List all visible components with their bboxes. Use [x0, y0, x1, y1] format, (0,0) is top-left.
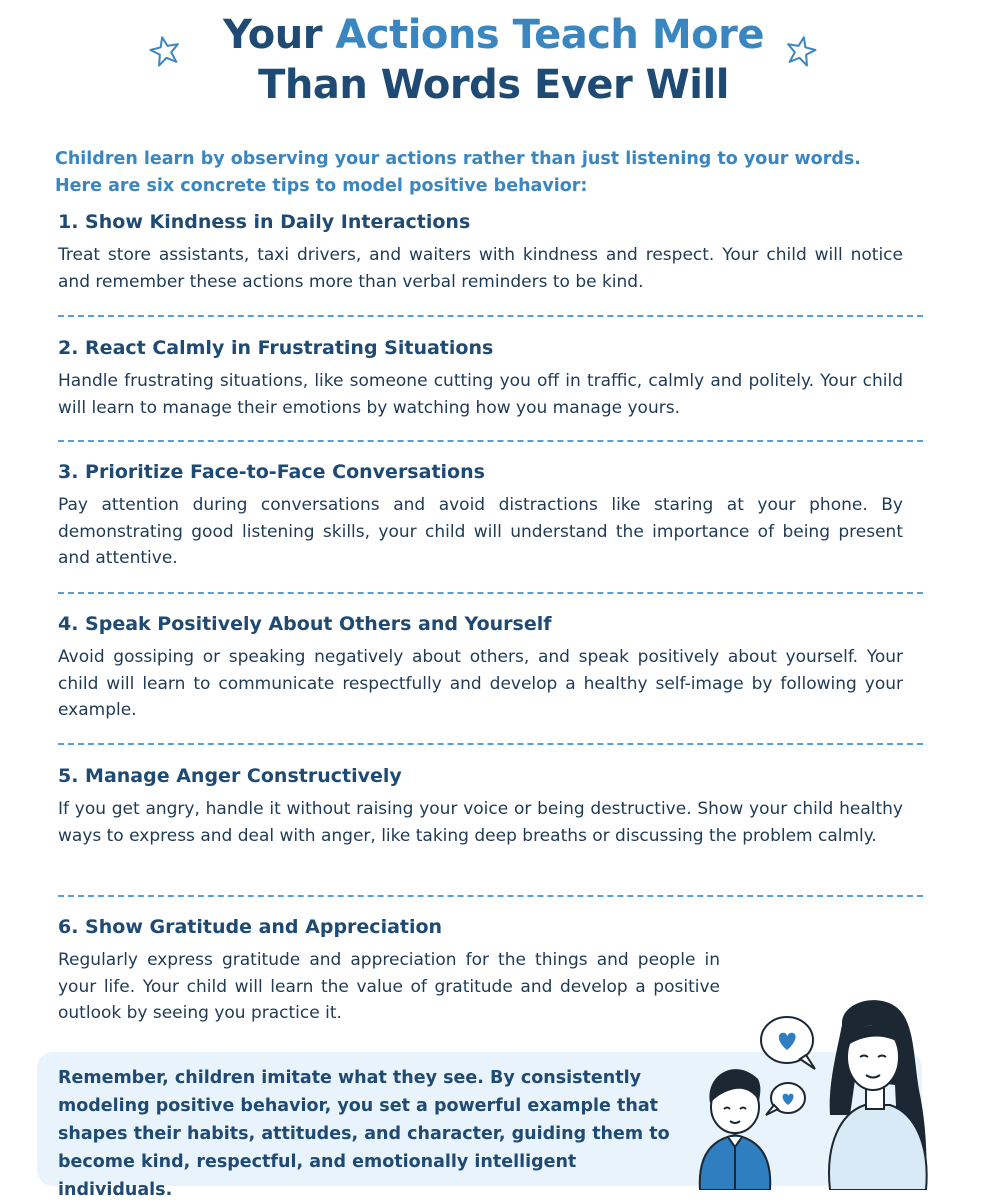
divider	[58, 315, 923, 317]
title-line-2: Than Words Ever Will	[258, 62, 729, 108]
divider	[58, 895, 923, 897]
tip-5	[58, 762, 903, 849]
divider	[58, 743, 923, 745]
tip-heading: 4. Speak Positively About Others and Yourself	[58, 613, 552, 635]
tip-heading: 5. Manage Anger Constructively	[58, 765, 402, 787]
tip-body: Treat store assistants, taxi drivers, and waiters with kindness and respect. Your child will notice and remember these actions more than verbal reminders to be kind.	[58, 245, 903, 292]
tip-body: Avoid gossiping or speaking negatively about others, and speak positively about yourself. Your child will learn to communicate respectfully and develop a healthy self-image by following your example.	[58, 647, 903, 720]
tip-1	[58, 208, 903, 295]
divider	[58, 440, 923, 442]
tip-2	[58, 334, 903, 421]
tip-4	[58, 610, 903, 724]
tip-body: Regularly express gratitude and appreciation for the things and people in your life. Your child will learn the value of gratitude and develop a positive outlook by seeing you practice it.	[58, 950, 720, 1023]
tip-3	[58, 458, 903, 572]
tip-heading: 1. Show Kindness in Daily Interactions	[58, 211, 471, 233]
summary-text: Remember, children imitate what they see. By consistently modeling positive behavior, you set a powerful example that shapes their habits, attitudes, and character, guiding them to become kind, respectful, and emotionally intelligent individuals.	[58, 1068, 670, 1200]
title-word-your: Your	[223, 12, 336, 58]
star-icon-right	[784, 35, 818, 67]
divider	[58, 592, 923, 594]
title-accent: Actions Teach More	[335, 12, 764, 58]
tip-body: Handle frustrating situations, like someone cutting you off in traffic, calmly and politely. Your child will learn to manage their emotions by watching how you manage yours.	[58, 371, 903, 418]
tip-heading: 3. Prioritize Face-to-Face Conversations	[58, 461, 485, 483]
tip-heading: 2. React Calmly in Frustrating Situations	[58, 337, 494, 359]
star-icon-left	[148, 35, 182, 67]
parent-child-illustration	[690, 995, 940, 1190]
tip-6	[58, 913, 720, 1027]
tip-body: Pay attention during conversations and avoid distractions like staring at your phone. By demonstrating good listening skills, your child will understand the importance of being present and attentive.	[58, 495, 903, 568]
tip-heading: 6. Show Gratitude and Appreciation	[58, 916, 443, 938]
tip-body: If you get angry, handle it without raising your voice or being destructive. Show your child healthy ways to express and deal with anger, like taking deep breaths or discussing the problem calmly.	[58, 799, 903, 846]
intro-text: Children learn by observing your actions rather than just listening to your words. Here are six concrete tips to model positive behavior:	[55, 149, 861, 196]
